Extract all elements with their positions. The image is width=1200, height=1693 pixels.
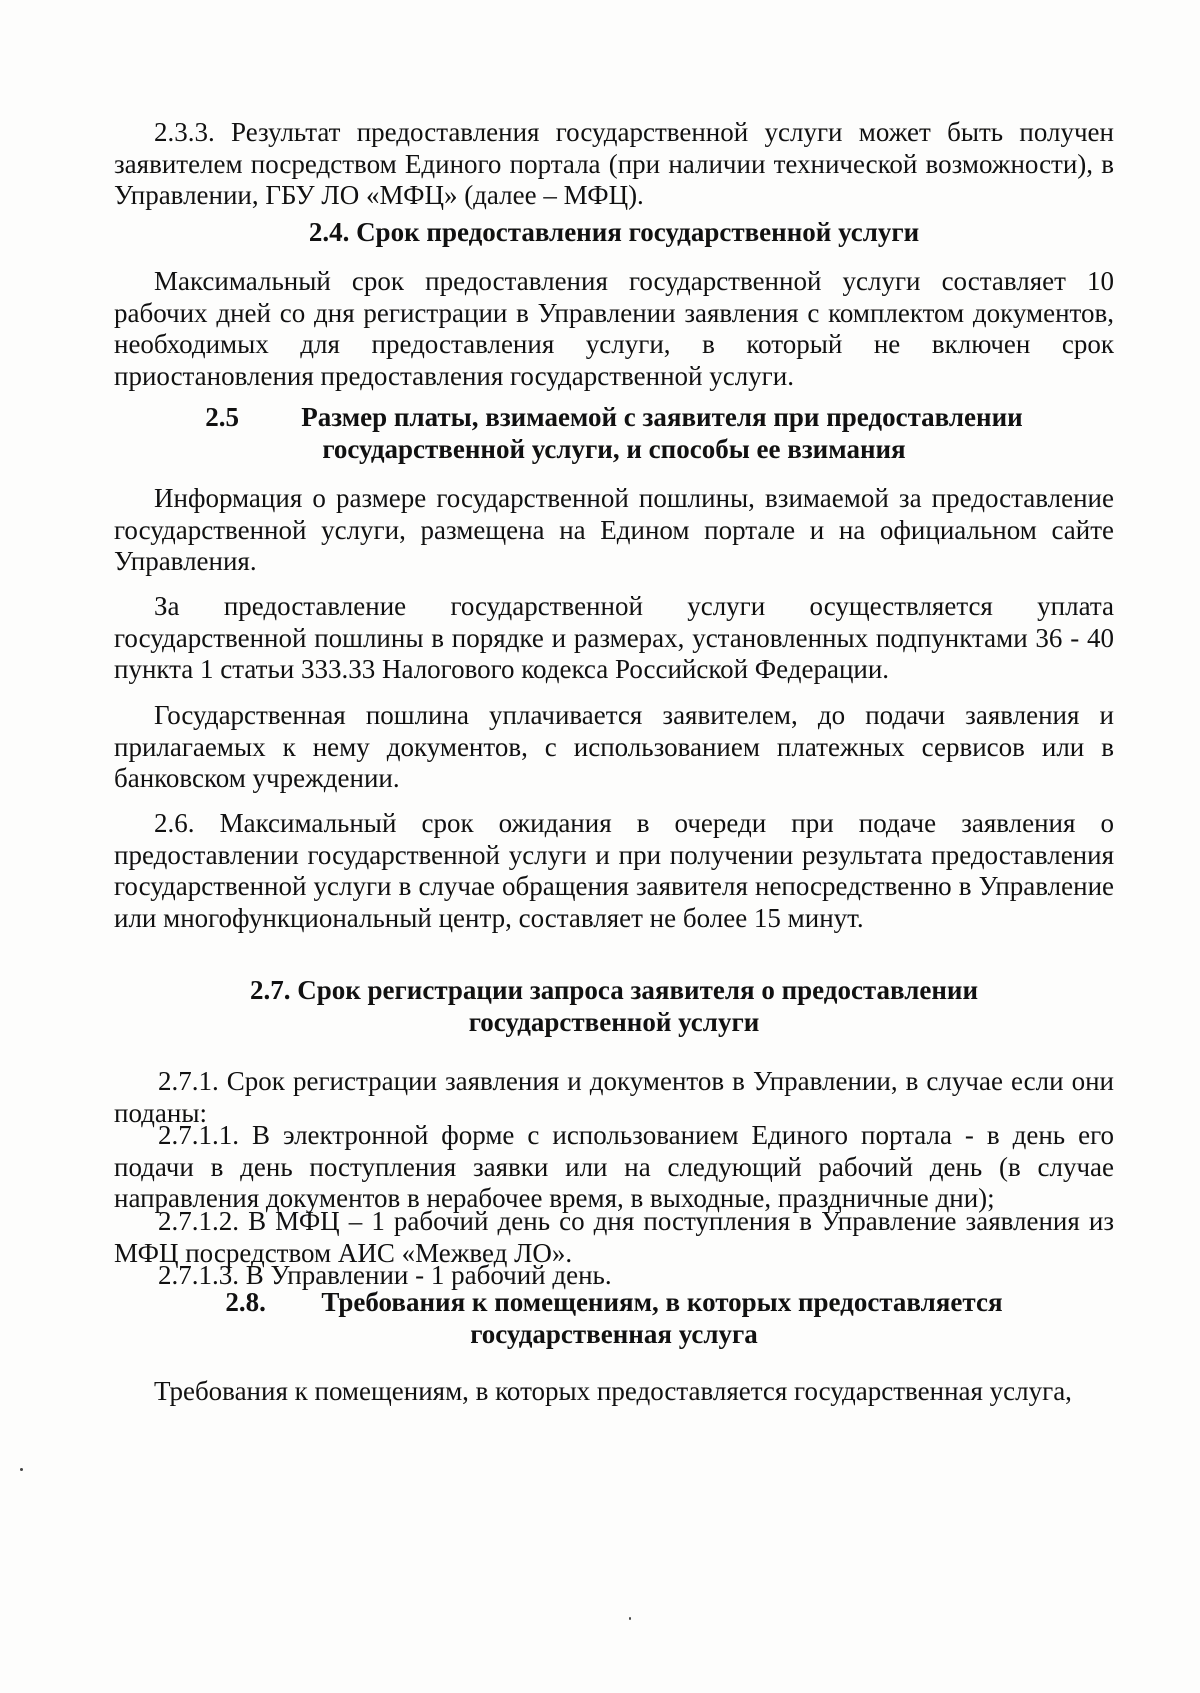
scan-speck <box>629 1617 631 1620</box>
heading-2-5-line2: государственной услуги, и способы ее взимания <box>322 433 906 464</box>
paragraph-2-7-1: 2.7.1. Срок регистрации заявления и документов в Управлении, в случае если они поданы: <box>114 1066 1114 1128</box>
paragraph-2-5-c: Государственная пошлина уплачивается заявителем, до подачи заявления и прилагаемых к нему документов, с использованием платежных сервисов или в банковском учреждении. <box>114 700 1114 793</box>
heading-2-8 <box>114 1287 1114 1350</box>
heading-2-8-line2: государственная услуга <box>470 1318 758 1349</box>
heading-2-5-line1: Размер платы, взимаемой с заявителя при предоставлении <box>301 402 1023 432</box>
paragraph-2-7-1-1: 2.7.1.1. В электронной форме с использованием Единого портала - в день его подачи в день поступления заявки или на следующий рабочий день (в случае направления документов в нерабочее время, в выходные, праздничные дни); <box>114 1120 1114 1213</box>
heading-2-7 <box>114 975 1114 1038</box>
paragraph-2-5-a: Информация о размере государственной пошлины, взимаемой за предоставление государственной услуги, размещена на Едином портале и на официальном сайте Управления. <box>114 483 1114 576</box>
paragraph-2-3-3: 2.3.3. Результат предоставления государственной услуги может быть получен заявителем посредством Единого портала (при наличии технической возможности), в Управлении, ГБУ ЛО «МФЦ» (далее – МФЦ). <box>114 117 1114 210</box>
paragraph-2-4: Максимальный срок предоставления государственной услуги составляет 10 рабочих дней со дня регистрации в Управлении заявления с комплектом документов, необходимых для предоставления услуги, в который не включен срок приостановления предоставления государственной услуги. <box>114 266 1114 391</box>
heading-2-8-number: 2.8. <box>225 1287 266 1317</box>
paragraph-2-8: Требования к помещениям, в которых предоставляется государственная услуга, <box>154 1376 1072 1406</box>
heading-2-4: 2.4. Срок предоставления государственной услуги <box>308 217 920 247</box>
heading-2-5-number: 2.5 <box>205 402 240 432</box>
heading-2-8-line1: Требования к помещениям, в которых предоставляется <box>321 1287 1003 1317</box>
paragraph-2-5-b: За предоставление государственной услуги осуществляется уплата государственной пошлины в порядке и размерах, установленных подпунктами 36 - 40 пункта 1 статьи 333.33 Налогового кодекса Российской Федерации. <box>114 591 1114 684</box>
paragraph-2-7-1-2: 2.7.1.2. В МФЦ – 1 рабочий день со дня поступления в Управление заявления из МФЦ посредством АИС «Межвед ЛО». <box>114 1206 1114 1268</box>
scan-speck <box>20 1468 23 1471</box>
paragraph-2-7-1-3: 2.7.1.3. В Управлении - 1 рабочий день. <box>158 1260 612 1290</box>
heading-2-7-line2: государственной услуги <box>468 1006 760 1037</box>
heading-2-5 <box>114 402 1114 465</box>
heading-2-7-line1: 2.7. Срок регистрации запроса заявителя о предоставлении <box>249 975 979 1005</box>
paragraph-2-6: 2.6. Максимальный срок ожидания в очереди при подаче заявления о предоставлении государственной услуги и при получении результата предоставления государственной услуги в случае обращения заявителя непосредственно в Управление или многофункциональный центр, составляет не более 15 минут. <box>114 808 1114 933</box>
